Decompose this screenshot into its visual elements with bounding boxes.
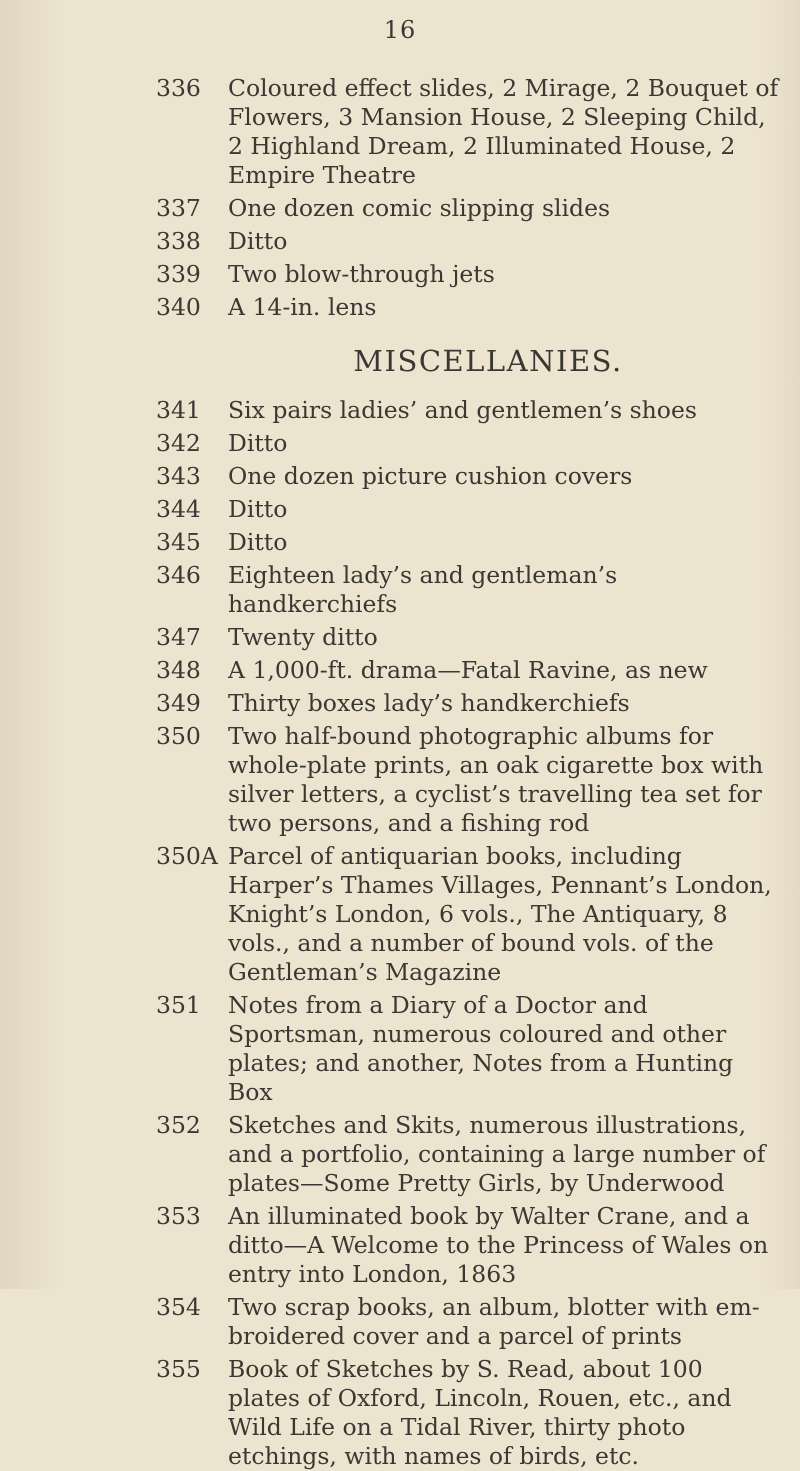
lot-description: Ditto <box>228 227 288 255</box>
lot-description: Sketches and Skits, numerous illustrations, and a portfolio, containing a large number of plates—Some Pretty Girls, by Underwood <box>228 1111 766 1197</box>
lot-entry <box>156 260 780 289</box>
lot-entry <box>156 528 780 557</box>
lot-number: 337 <box>156 194 201 222</box>
lot-entry <box>156 462 780 491</box>
lot-number: 341 <box>156 396 201 424</box>
lot-number: 354 <box>156 1293 201 1321</box>
lot-entry <box>156 561 780 619</box>
lot-description: Book of Sketches by S. Read, about 100 plates of Oxford, Lincoln, Rouen, etc., and Wild Life on a Tidal River, thirty photo etchings, with names of birds, etc. <box>228 1355 732 1470</box>
lot-number: 348 <box>156 656 201 684</box>
lot-description: Parcel of antiquarian books, including Harper’s Thames Villages, Pennant’s London, Knight’s London, 6 vols., The Antiquary, 8 vols., and a number of bound vols. of the Gentleman’s Magazine <box>228 842 772 986</box>
lot-number: 336 <box>156 74 201 102</box>
lot-description: Two scrap books, an album, blotter with em-broidered cover and a parcel of prints <box>228 1293 760 1350</box>
lot-entry <box>156 74 780 190</box>
section-heading: MISCELLANIES. <box>353 344 623 378</box>
lots-section-after <box>156 396 780 1471</box>
lot-description: Eighteen lady’s and gentleman’s handkerchiefs <box>228 561 618 618</box>
lot-entry <box>156 194 780 223</box>
lot-entry <box>156 1293 780 1351</box>
lot-number: 349 <box>156 689 201 717</box>
lot-number: 346 <box>156 561 201 589</box>
lot-entry <box>156 991 780 1107</box>
lot-entry <box>156 1111 780 1198</box>
lot-number: 343 <box>156 462 201 490</box>
lot-entry <box>156 689 780 718</box>
lot-description: Coloured effect slides, 2 Mirage, 2 Bouquet of Flowers, 3 Mansion House, 2 Sleeping Child, 2 Highland Dream, 2 Illuminated House, 2 Empire Theatre <box>228 74 779 189</box>
lot-entry <box>156 623 780 652</box>
lot-entry <box>156 227 780 256</box>
lot-description: Two half-bound photographic albums for whole-plate prints, an oak cigarette box with silver letters, a cyclist’s travelling tea set for two persons, and a fishing rod <box>228 722 764 837</box>
lot-number: 352 <box>156 1111 201 1139</box>
lot-entry <box>156 293 780 322</box>
lot-number: 351 <box>156 991 201 1019</box>
lot-number: 350A <box>156 842 218 870</box>
lot-entry <box>156 1355 780 1471</box>
lot-number: 353 <box>156 1202 201 1230</box>
lot-number: 345 <box>156 528 201 556</box>
lot-number: 340 <box>156 293 201 321</box>
lot-entry <box>156 722 780 838</box>
lot-number: 347 <box>156 623 201 651</box>
lot-entry <box>156 1202 780 1289</box>
lot-entry <box>156 656 780 685</box>
lot-entry <box>156 396 780 425</box>
lot-number: 338 <box>156 227 201 255</box>
lot-number: 350 <box>156 722 201 750</box>
lot-description: A 1,000-ft. drama—Fatal Ravine, as new <box>228 656 708 684</box>
lot-entry <box>156 495 780 524</box>
lot-entry <box>156 842 780 987</box>
lot-description: Thirty boxes lady’s handkerchiefs <box>228 689 630 717</box>
lot-number: 339 <box>156 260 201 288</box>
lot-description: Ditto <box>228 429 288 457</box>
lot-list <box>156 74 780 1471</box>
lot-number: 342 <box>156 429 201 457</box>
lot-description: Twenty ditto <box>228 623 378 651</box>
lot-number: 344 <box>156 495 201 523</box>
lot-description: Ditto <box>228 528 288 556</box>
lot-description: One dozen comic slipping slides <box>228 194 611 222</box>
lot-number: 355 <box>156 1355 201 1383</box>
lot-description: An illuminated book by Walter Crane, and a ditto—A Welcome to the Princess of Wales on entry into London, 1863 <box>228 1202 769 1288</box>
lots-section-before <box>156 74 780 322</box>
lot-description: Notes from a Diary of a Doctor and Sportsman, numerous coloured and other plates; and another, Notes from a Hunting Box <box>228 991 734 1106</box>
lot-description: A 14-in. lens <box>228 293 377 321</box>
lot-description: Two blow-through jets <box>228 260 495 288</box>
lot-description: Six pairs ladies’ and gentlemen’s shoes <box>228 396 697 424</box>
lot-description: Ditto <box>228 495 288 523</box>
lot-description: One dozen picture cushion covers <box>228 462 633 490</box>
lot-entry <box>156 429 780 458</box>
page-number: 16 <box>383 16 417 44</box>
